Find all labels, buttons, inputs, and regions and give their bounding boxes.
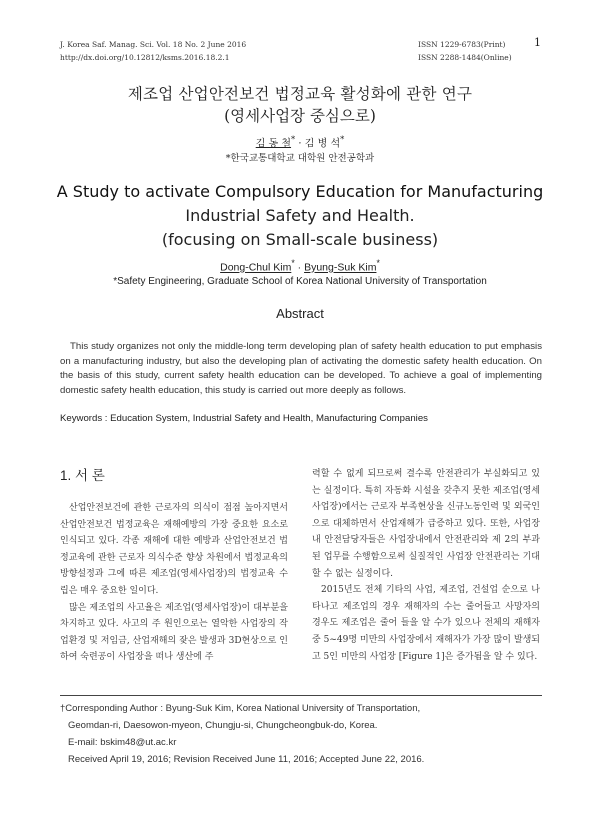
korean-author-1: 김 동 철 (255, 138, 292, 150)
body-column-right (312, 466, 540, 665)
footnote-dates: Received April 19, 2016; Revision Received June 11, 2016; Accepted June 22, 2016. (68, 754, 425, 765)
paragraph: 많은 제조업의 사고율은 제조업(영세사업장)이 대부분을 차지하고 있다. 사고의 주 원인으로는 열악한 사업장의 작업환경 및 저임금, 산업재해의 잦은 발생과 3D현상으로 인하여 숙련공이 사업장을 떠나 생산에 주 (60, 602, 288, 663)
english-title-line-1: A Study to activate Compulsory Education for Manufacturing (56, 182, 544, 201)
abstract-heading: Abstract (276, 306, 324, 321)
korean-subtitle: (영세사업장 중심으로) (224, 107, 376, 125)
body-column-left (60, 500, 288, 666)
english-title-line-3: (focusing on Small-scale business) (161, 230, 439, 249)
english-authors (0, 258, 600, 274)
running-header-right (418, 38, 512, 64)
korean-author-separator: · (295, 138, 305, 150)
korean-author-1-mark: * (291, 134, 296, 144)
keywords: Keywords : Education System, Industrial Safety and Health, Manufacturing Companies (60, 413, 428, 424)
english-author-1-mark: * (291, 258, 295, 268)
english-author-separator: · (294, 261, 305, 274)
english-title-line-2: Industrial Safety and Health. (185, 206, 415, 225)
issn-print: ISSN 1229-6783(Print) (418, 40, 506, 49)
footnote-divider (60, 695, 542, 696)
page-number: 1 (534, 36, 541, 49)
english-author-2: Byung-Suk Kim (304, 261, 377, 274)
paragraph: 산업안전보건에 관한 근로자의 의식이 점점 높아지면서 산업안전보건 법정교육은 재해예방의 가장 중요한 요소로 인식되고 있다. 각종 재해에 대한 예방과 산업안전보건 법정교육에 관한 근로자 의식수준 향상 차원에서 법정교육의 방향설정과 그에 따른 제조업(영세사업장)의 법정교육 수립은 매우 중요한 일이다. (60, 503, 288, 596)
korean-author-2: 김 병 석 (304, 138, 341, 150)
footnote-line: Geomdan-ri, Daesowon-myeon, Chungju-si, Chungcheongbuk-do, Korea. (68, 720, 378, 731)
journal-citation: J. Korea Saf. Manag. Sci. Vol. 18 No. 2 June 2016 (60, 40, 247, 49)
doi-link[interactable]: http://dx.doi.org/10.12812/ksms.2016.18.2.1 (60, 53, 230, 62)
korean-author-2-mark: * (340, 134, 345, 144)
english-author-2-mark: * (376, 258, 380, 268)
corresponding-author-footnote (60, 700, 550, 768)
english-author-1: Dong-Chul Kim (220, 261, 292, 274)
english-affiliation: *Safety Engineering, Graduate School of Korea National University of Transportation (113, 276, 487, 287)
running-header-left (60, 38, 246, 64)
korean-authors (0, 134, 600, 149)
section-heading-introduction: 1. 서 론 (60, 468, 105, 483)
footnote-line: †Corresponding Author : Byung-Suk Kim, Korea National University of Transportation, (60, 703, 421, 714)
issn-online: ISSN 2288-1484(Online) (418, 53, 512, 62)
korean-title: 제조업 산업안전보건 법정교육 활성화에 관한 연구 (127, 85, 473, 103)
abstract-text: This study organizes not only the middle-long term developing plan of safety health education to put emphasis on a manufacturing industry, but also the developing plan of activating the domestic safety health education. On the basis of this study, current safety health education can be developed. To achieve a goal of implementing domestic safety health education, this study is carried out more deeply as follows. (60, 341, 542, 396)
paragraph: 2015년도 전체 기타의 사업, 제조업, 건설업 순으로 나타나고 제조업의 경우 재해자의 수는 줄어들고 사망자의 경우도 제조업은 줄어 들을 알 수가 있으나 전체의 재해자 중 5~49명 미만의 사업장에서 재해자가 가장 많이 발생되고 5인 미만의 사업장 [Figure 1]은 증가됨을 알 수 있다. (312, 585, 540, 662)
footnote-email[interactable]: E-mail: bskim48@ut.ac.kr (68, 737, 177, 748)
korean-affiliation: *한국교통대학교 대학원 안전공학과 (225, 153, 375, 164)
paragraph: 력할 수 없게 되므로써 결수록 안전관리가 부실화되고 있는 실정이다. 특히 자동화 시설을 갖추지 못한 제조업(영세사업장)에서는 근로자 부족현상을 신규노동인력 및 외국인으로 대체하면서 산업재해가 급증하고 있다. 또한, 사업장내 안전담당자들은 사업장내에서 안전관리와 제 2의 부과된 업무를 수행함으로써 실질적인 사업장 안전관리는 기대할 수 없는 실정이다. (312, 469, 540, 579)
